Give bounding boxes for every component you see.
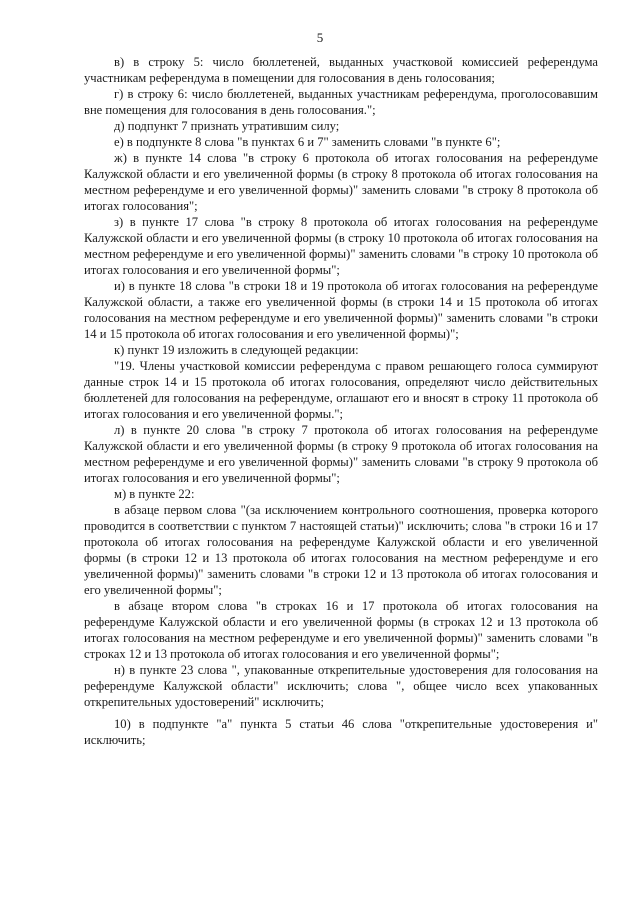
paragraph-e: е) в подпункте 8 слова "в пунктах 6 и 7" заменить словами "в пункте 6"; <box>114 135 501 149</box>
paragraph-z: з) в пункте 17 слова "в строку 8 протокола об итогах голосования на референдуме Калужской области и его увеличенной формы (в строку 10 протокола об итогах голосования на местном референдуме и его увеличенной формы)" заменить словами "в строку 10 протокола об итогах голосования и его увеличенной формы"; <box>84 215 598 277</box>
paragraph-zh: ж) в пункте 14 слова "в строку 6 протокола об итогах голосования на референдуме Калужской области и его увеличенной формы (в строку 8 протокола об итогах голосования на местном референдуме и его увеличенной формы)" заменить словами "в строку 8 протокола об итогах голосования"; <box>84 151 598 213</box>
paragraph-k: к) пункт 19 изложить в следующей редакции: <box>114 343 359 357</box>
paragraph-d: д) подпункт 7 признать утратившим силу; <box>114 119 340 133</box>
page-number: 5 <box>316 30 324 45</box>
paragraph-k-quote: "19. Члены участковой комиссии референдума с правом решающего голоса суммируют данные строк 14 и 15 протокола об итогах голосования, определяют число действительных бюллетеней для голосования на референдуме, оглашают его и вносят в строку 11 протокола об итогах голосования и его увеличенной формы."; <box>84 359 598 421</box>
paragraph-m-abzac-2: в абзаце втором слова "в строках 16 и 17 протокола об итогах голосования на референдуме Калужской области и его увеличенной формы (в строках 12 и 13 протокола об итогах голосования на местном референдуме и его увеличенной формы)" заменить словами "в строках 12 и 13 протокола об итогах голосования и его увеличенной формы"; <box>84 599 598 661</box>
paragraph-10: 10) в подпункте "а" пункта 5 статьи 46 слова "открепительные удостоверения и" исключить; <box>84 717 598 747</box>
paragraph-m: м) в пункте 22: <box>114 487 195 501</box>
paragraph-m-abzac-1: в абзаце первом слова "(за исключением контрольного соотношения, проверка которого проводится в соответствии с пунктом 7 настоящей статьи)" исключить; слова "в строки 16 и 17 протокола об итогах голосования на референдуме Калужской области и его увеличенной формы (в строки 12 и 13 протокола об итогах голосования на местном референдуме и его увеличенной формы)" заменить словами "в строки 12 и 13 протокола об итогах голосования и его увеличенной формы"; <box>84 503 598 597</box>
paragraph-g: г) в строку 6: число бюллетеней, выданных участникам референдума, проголосовавшим вне помещения для голосования в день голосования."; <box>84 87 598 117</box>
paragraph-v: в) в строку 5: число бюллетеней, выданных участковой комиссией референдума участникам референдума в помещении для голосования в день голосования; <box>84 55 598 85</box>
document-body <box>84 54 598 748</box>
paragraph-i: и) в пункте 18 слова "в строки 18 и 19 протокола об итогах голосования на референдуме Калужской области, а также его увеличенной формы (в строки 14 и 15 протокола об итогах голосования на местном референдуме и его увеличенной формы)" заменить словами "в строки 14 и 15 протокола об итогах голосования и его увеличенной формы)"; <box>84 279 598 341</box>
paragraph-l: л) в пункте 20 слова "в строку 7 протокола об итогах голосования на референдуме Калужской области и его увеличенной формы (в строку 9 протокола об итогах голосования на местном референдуме и его увеличенной формы)" заменить словами "в строку 9 протокола об итогах голосования и его увеличенной формы"; <box>84 423 598 485</box>
paragraph-n: н) в пункте 23 слова ", упакованные открепительные удостоверения для голосования на референдуме Калужской области" исключить; слова ", общее число всех упакованных открепительных удостоверений" исключить; <box>84 663 598 709</box>
